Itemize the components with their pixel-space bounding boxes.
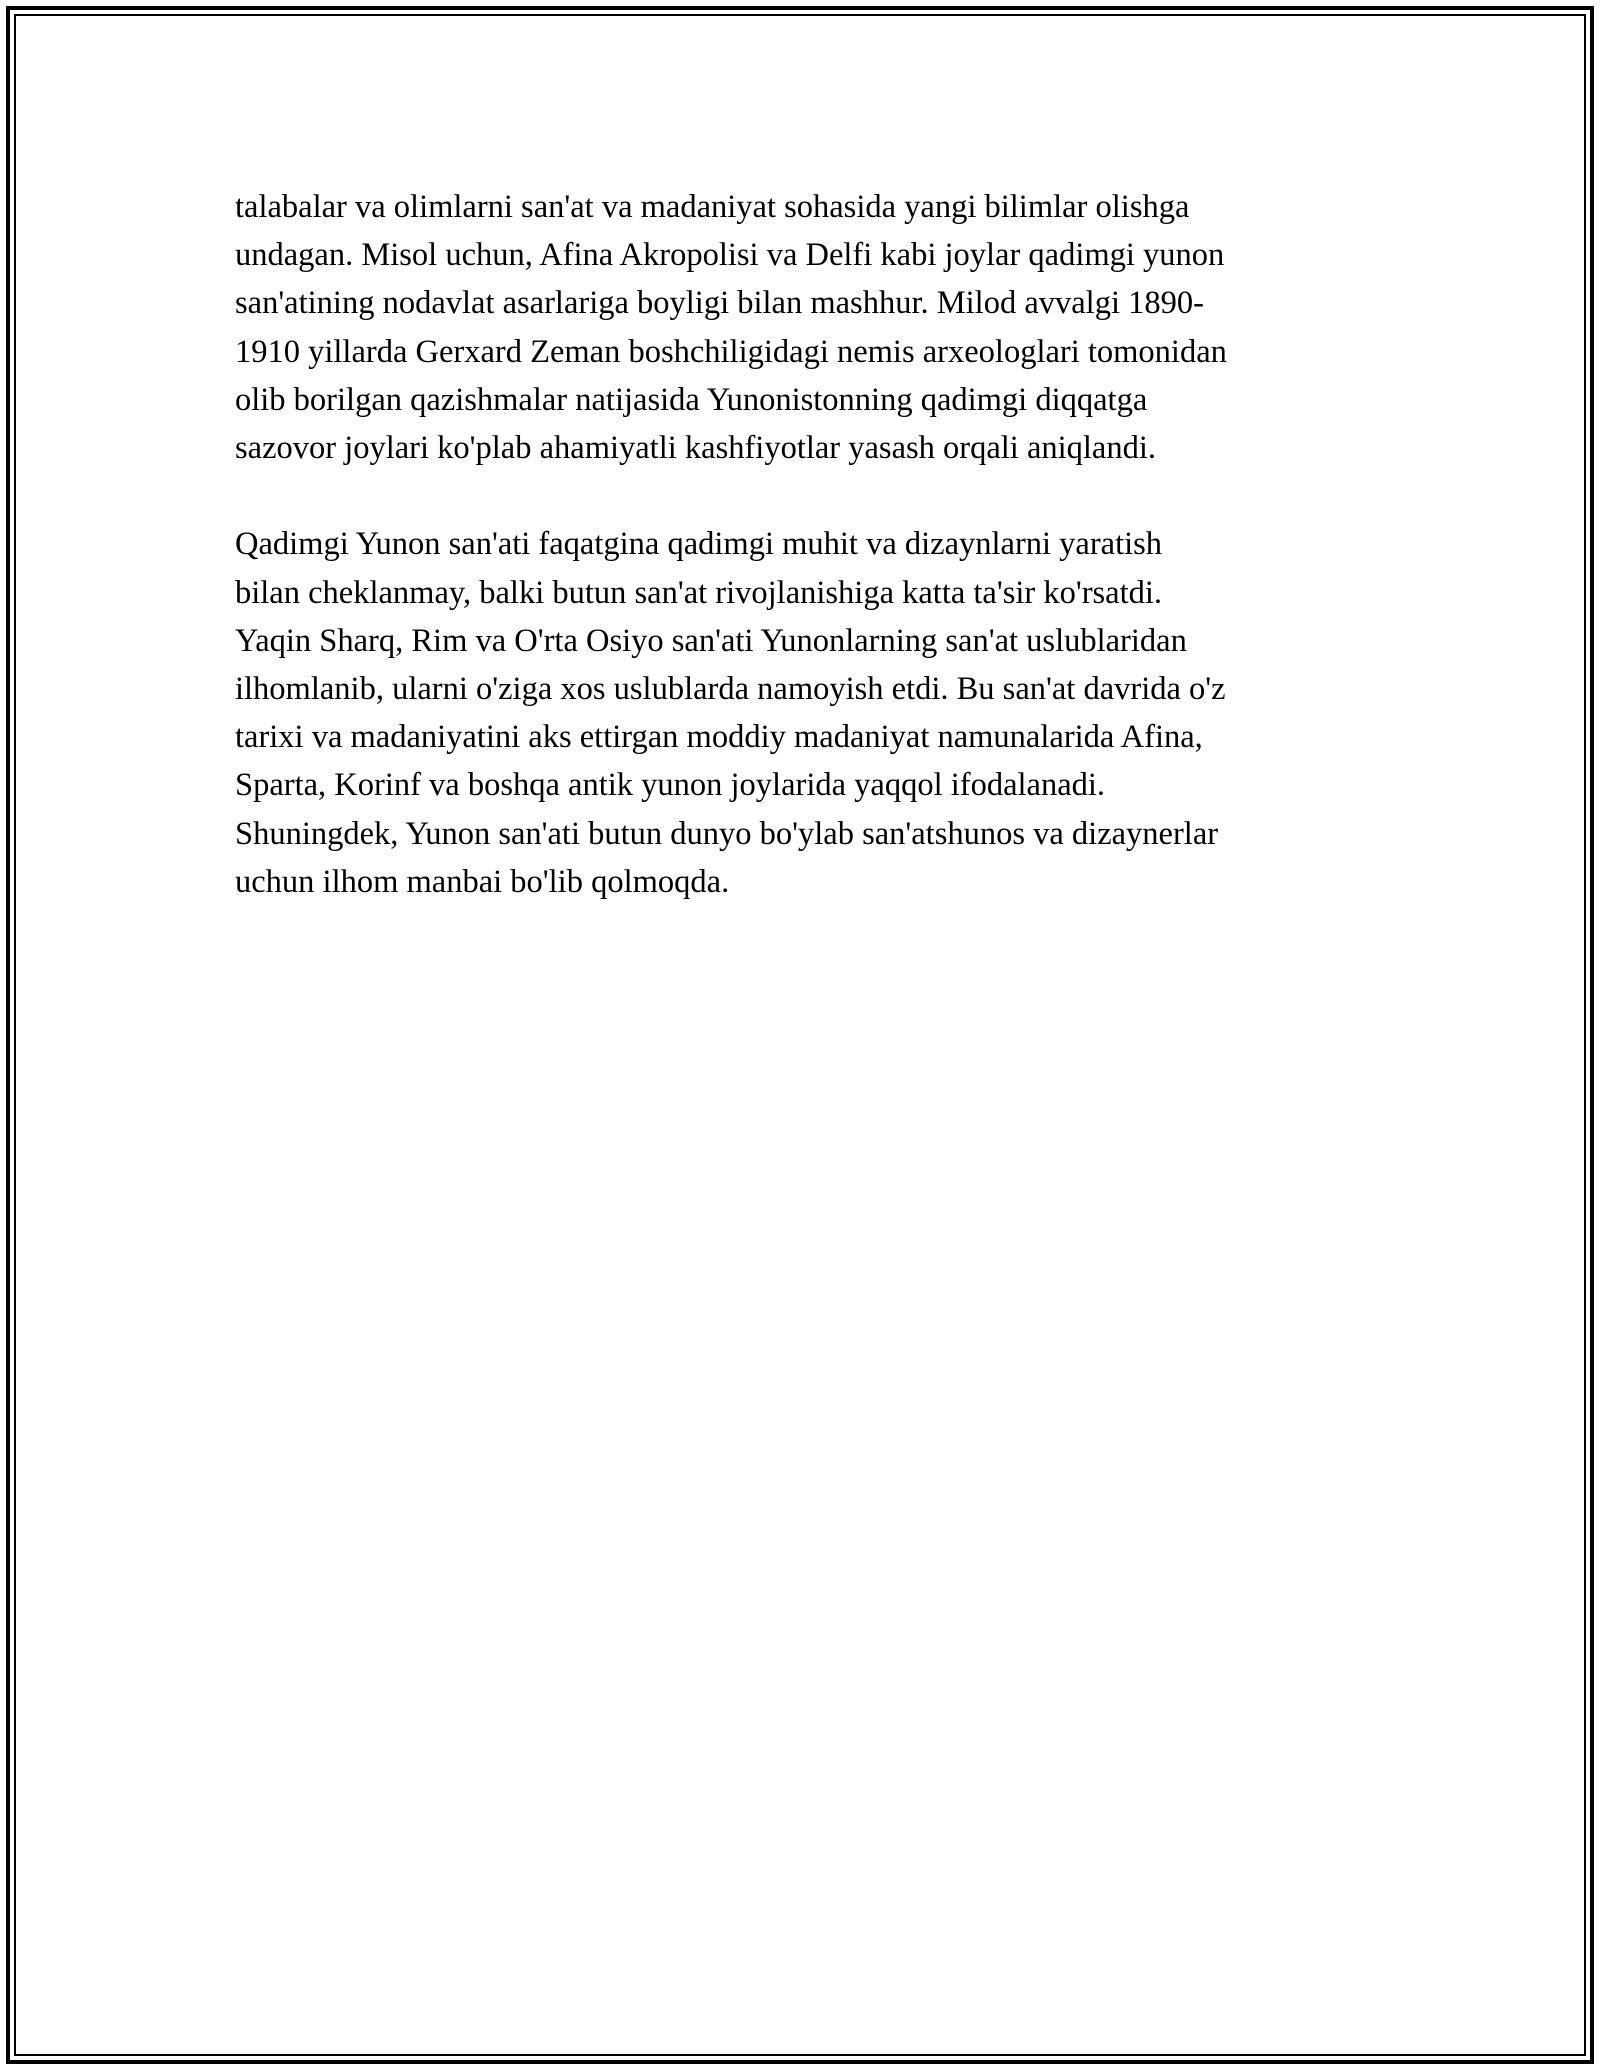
text-line: undagan. Misol uchun, Afina Akropolisi va Delfi kabi joylar qadimgi yunon — [235, 237, 1225, 274]
text-line: olib borilgan qazishmalar natijasida Yunonistonning qadimgi diqqatga — [235, 381, 1148, 418]
text-line: sazovor joylari ko'plab ahamiyatli kashfiyotlar yasash orqali aniqlandi. — [235, 430, 1157, 467]
text-line: 1910 yillarda Gerxard Zeman boshchiligidagi nemis arxeologlari tomonidan — [235, 333, 1227, 370]
text-line: talabalar va olimlarni san'at va madaniyat sohasida yangi bilimlar olishga — [235, 189, 1190, 225]
paragraph-1 — [235, 183, 1375, 472]
text-line: Qadimgi Yunon san'ati faqatgina qadimgi muhit va dizaynlarni yaratish — [235, 526, 1163, 563]
text-line: uchun ilhom manbai bo'lib qolmoqda. — [235, 863, 730, 900]
paragraph-2 — [235, 520, 1375, 906]
document-body — [235, 183, 1375, 954]
text-line: tarixi va madaniyatini aks ettirgan moddiy madaniyat namunalarida Afina, — [235, 719, 1203, 756]
text-line: san'atining nodavlat asarlariga boyligi bilan mashhur. Milod avvalgi 1890- — [235, 285, 1204, 322]
text-line: Shuningdek, Yunon san'ati butun dunyo bo'ylab san'atshunos va dizaynerlar — [235, 815, 1219, 852]
text-line: bilan cheklanmay, balki butun san'at rivojlanishiga katta ta'sir ko'rsatdi. — [235, 574, 1163, 611]
text-line: ilhomlanib, ularni o'ziga xos uslublarda namoyish etdi. Bu san'at davrida o'z — [235, 671, 1226, 708]
text-line: Sparta, Korinf va boshqa antik yunon joylarida yaqqol ifodalanadi. — [235, 767, 1106, 804]
text-line: Yaqin Sharq, Rim va O'rta Osiyo san'ati Yunonlarning san'at uslublaridan — [235, 622, 1187, 659]
